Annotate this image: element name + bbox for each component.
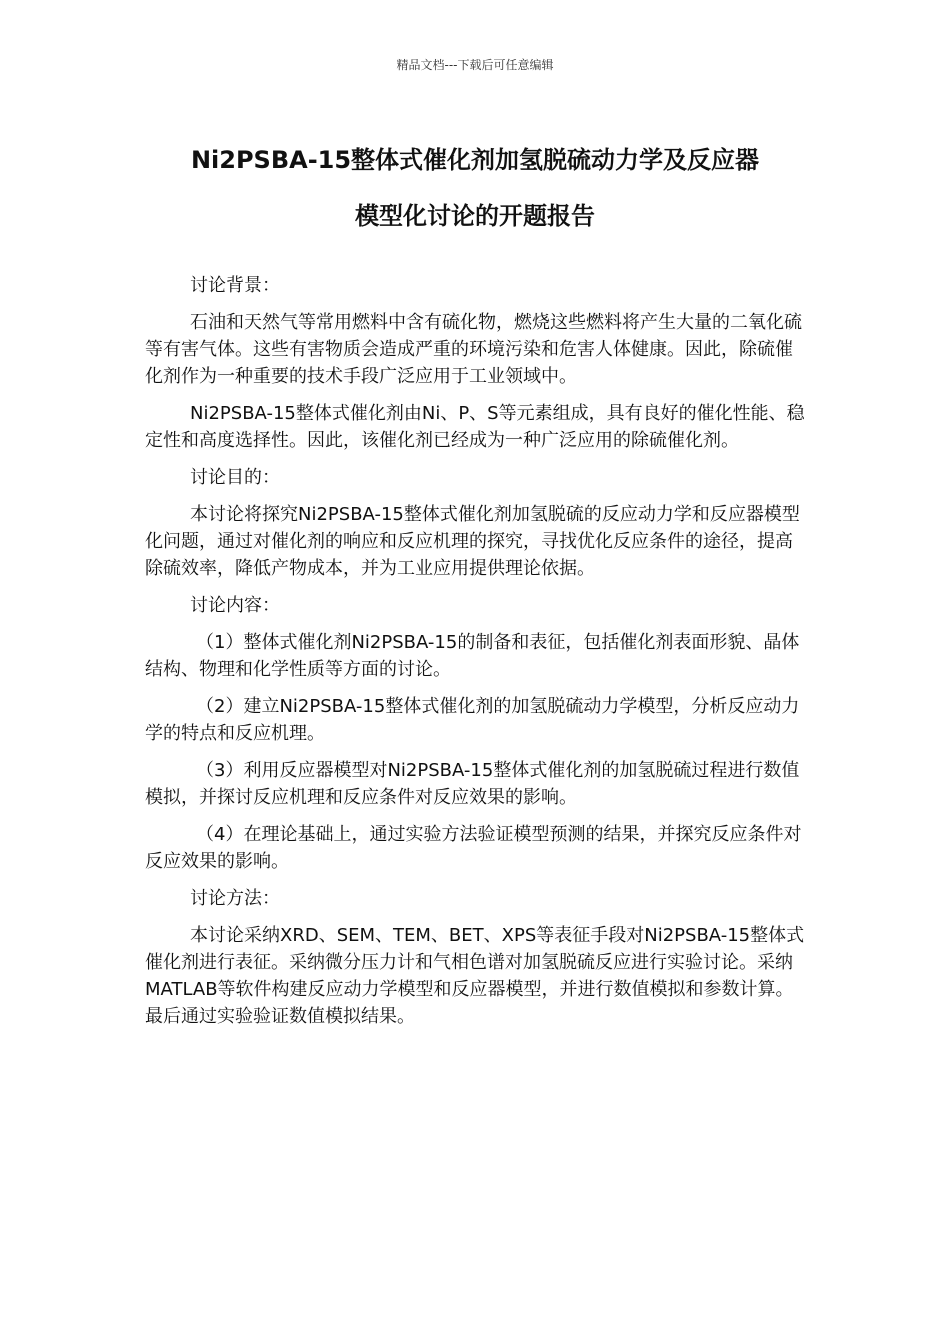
paragraph-purpose: 本讨论将探究Ni2PSBA-15整体式催化剂加氢脱硫的反应动力学和反应器模型化问题，通过对催化剂的响应和反应机理的探究，寻找优化反应条件的途径，提高除硫效率，降低产物成本，并为工业应用提供理论依据。 (145, 504, 800, 579)
title-line-2: 模型化讨论的开题报告 (355, 202, 595, 230)
page-header-note: 精品文档---下载后可任意编辑 (396, 58, 554, 72)
content-item-2: （2）建立Ni2PSBA-15整体式催化剂的加氢脱硫动力学模型，分析反应动力学的特点和反应机理。 (145, 696, 800, 744)
content-item-1: （1）整体式催化剂Ni2PSBA-15的制备和表征，包括催化剂表面形貌、晶体结构、物理和化学性质等方面的讨论。 (145, 632, 800, 680)
section-heading-content: 讨论内容： (190, 595, 280, 616)
section-heading-background: 讨论背景： (190, 275, 280, 296)
content-item-3: （3）利用反应器模型对Ni2PSBA-15整体式催化剂的加氢脱硫过程进行数值模拟，并探讨反应机理和反应条件对反应效果的影响。 (145, 760, 800, 808)
document-body (145, 272, 809, 1040)
section-heading-method: 讨论方法： (190, 888, 280, 909)
title-line-1: Ni2PSBA-15整体式催化剂加氢脱硫动力学及反应器 (190, 146, 760, 174)
document-title (120, 132, 830, 244)
paragraph-method: 本讨论采纳XRD、SEM、TEM、BET、XPS等表征手段对Ni2PSBA-15整体式催化剂进行表征。采纳微分压力计和气相色谱对加氢脱硫反应进行实验讨论。采纳MATLAB等软件构建反应动力学模型和反应器模型，并进行数值模拟和参数计算。最后通过实验验证数值模拟结果。 (145, 925, 805, 1027)
paragraph-background-1: 石油和天然气等常用燃料中含有硫化物，燃烧这些燃料将产生大量的二氧化硫等有害气体。这些有害物质会造成严重的环境污染和危害人体健康。因此，除硫催化剂作为一种重要的技术手段广泛应用于工业领域中。 (145, 312, 802, 387)
content-item-4: （4）在理论基础上，通过实验方法验证模型预测的结果，并探究反应条件对反应效果的影响。 (145, 824, 802, 872)
section-heading-purpose: 讨论目的： (190, 467, 280, 488)
paragraph-background-2: Ni2PSBA-15整体式催化剂由Ni、P、S等元素组成，具有良好的催化性能、稳定性和高度选择性。因此，该催化剂已经成为一种广泛应用的除硫催化剂。 (145, 403, 805, 451)
